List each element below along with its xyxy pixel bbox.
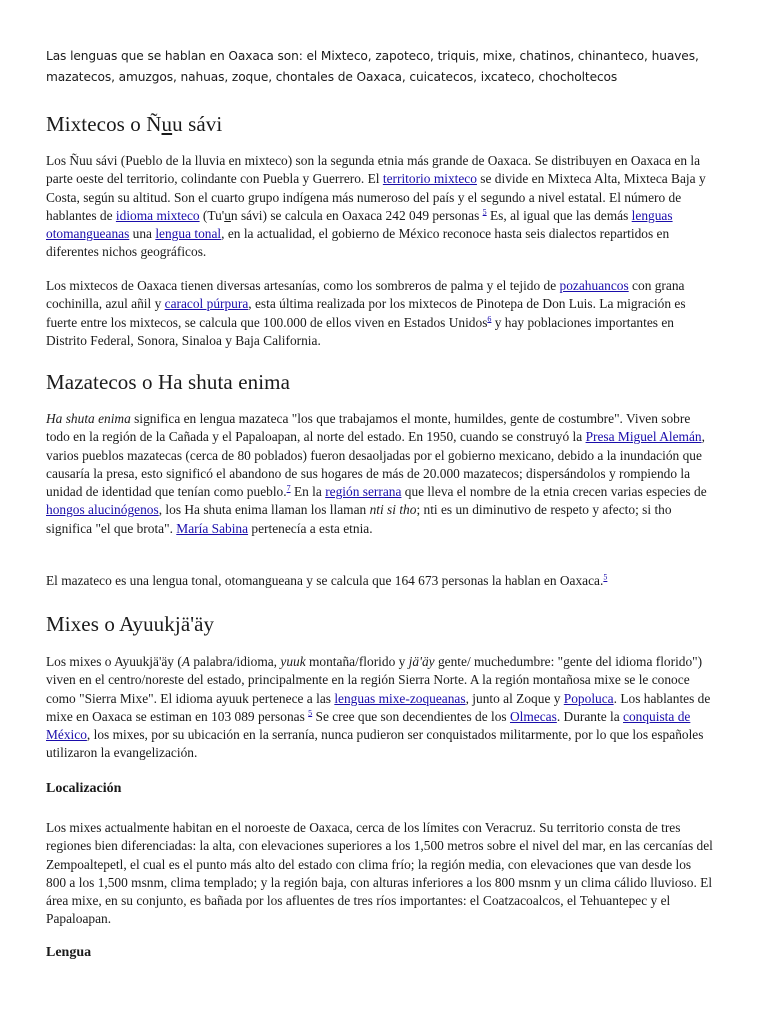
subheading-localizacion: Localización bbox=[46, 781, 122, 796]
link-hongos-alucinogenos[interactable]: hongos alucinógenos bbox=[46, 502, 159, 518]
heading-mazatecos: Mazatecos o Ha shuta enima bbox=[46, 370, 291, 394]
intro-line-1: Las lenguas que se hablan en Oaxaca son: el Mixteco, zapoteco, triquis, mixe, chatinos, chinanteco, huaves, bbox=[46, 49, 699, 63]
link-conquista-de-mexico[interactable]: conquista de México bbox=[46, 708, 691, 743]
reference-6[interactable]: 6 bbox=[487, 314, 492, 324]
mixtecos-paragraph-2: Los mixtecos de Oaxaca tienen diversas artesanías, como los sombreros de palma y el tejido de pozahuancos con grana cochinilla, azul añil y caracol púrpura, esta última realizada por los mixtecos de Pinotepa de Don Luis. La migración es fuerte entre los mixtecos, se calcula que 100.000 de ellos viven en Estados Unidos$^6$ y hay poblaciones importantes en Distrito Federal, Sonora, Sinaloa y Baja California. bbox=[46, 278, 686, 348]
reference-5c[interactable]: 5 bbox=[308, 708, 313, 718]
intro-paragraph bbox=[46, 46, 722, 88]
mazatecos-paragraph-1: Ha shuta enima significa en lengua mazateca "los que trabajamos el monte, humildes, gente de costumbre". Viven sobre todo en la región de la Cañada y el Papaloapan, al norte del estado. En 1950, cuando se construyó la Presa Miguel Alemán, varios pueblos mazatecas (cerca de 80 poblados) fueron desaoljadas por el gobierno mexicano, debido a la inundación que causaría la presa, esto significó el abandono de sus hogares de más de 20.000 mazatecos; dispersándolos y rompiendo la unidad de identidad que tenían como pueblo.$^7$ En la región serrana que lleva el nombre de la etnia crecen varias especies de hongos alucinógenos, los Ha shuta enima llaman los llaman nti si tho; nti es un diminutivo de respeto y afecto; si tho significa "el que brota". María Sabina pertenecía a esta etnia. bbox=[46, 411, 707, 536]
link-caracol-purpura[interactable]: caracol púrpura bbox=[164, 296, 249, 312]
link-popoluca[interactable]: Popoluca bbox=[563, 690, 614, 706]
link-presa-miguel-aleman[interactable]: Presa Miguel Alemán bbox=[585, 429, 702, 445]
link-maria-sabina[interactable]: María Sabina bbox=[176, 520, 249, 536]
intro-line-2: mazatecos, amuzgos, nahuas, zoque, chontales de Oaxaca, cuicatecos, ixcateco, chocholtecos bbox=[46, 70, 618, 84]
mixes-localizacion-paragraph: Los mixes actualmente habitan en el noroeste de Oaxaca, cerca de los límites con Veracruz. Su territorio consta de tres regiones bien diferenciadas: la alta, con elevaciones superiores a los 1,500 metros sobre el nivel del mar, en las cercanías del Zempoaltepetl, el cual es el punto más alto del estado con clima frío; la región media, con elevaciones que van desde los 800 a los 1,500 msnm, clima templado; y la región baja, con alturas inferiores a los 800 msnm y un clima cálido lluvioso. El área mixe, en su conjunto, es bañada por los afluentes de tres ríos importantes: el Coatzacoalcos, el Tehuantepec y el Papaloapan. bbox=[46, 820, 713, 927]
link-lenguas-otomangueanas[interactable]: lenguas otomangueanas bbox=[46, 207, 673, 242]
reference-5[interactable]: 5 bbox=[482, 207, 487, 217]
mazatecos-paragraph-2: El mazateco es una lengua tonal, otomangueana y se calcula que 164 673 personas la hablan en Oaxaca.$^5$ bbox=[46, 572, 608, 588]
subheading-lengua: Lengua bbox=[46, 945, 92, 960]
link-pozahuancos[interactable]: pozahuancos bbox=[559, 278, 629, 293]
link-idioma-mixteco[interactable]: idioma mixteco bbox=[115, 207, 200, 223]
link-lengua-tonal[interactable]: lengua tonal bbox=[155, 226, 222, 242]
mixes-paragraph-1: Los mixes o Ayuukjä'äy (A palabra/idioma, yuuk montaña/florido y jä'äy gente/ muchedumbre: "gente del idioma florido") viven en el centro/noreste del estado, principalmente en la región Sierra Norte. A la región montañosa mixe se le conoce como "Sierra Mixe". El idioma ayuuk pertenece a las lenguas mixe-zoqueanas, junto al Zoque y Popoluca. Los hablantes de mixe en Oaxaca se estiman en 103 089 personas $^5$ Se cree que son decendientes de los Olmecas. Durante la conquista de México, los mixes, por su ubicación en la serranía, nunca pudieron ser conquistados militarmente, por lo que los españoles utilizaron la evangelización. bbox=[46, 654, 711, 761]
reference-7[interactable]: 7 bbox=[286, 483, 291, 493]
mixtecos-paragraph-1: Los Ñuu sávi (Pueblo de la lluvia en mixteco) son la segunda etnia más grande de Oaxaca. Se distribuyen en Oaxaca en la parte oeste del territorio, colindante con Puebla y Guerrero. El territorio mixteco se divide en Mixteca Alta, Mixteca Baja y Costa, según su altitud. Son el cuarto grupo indígena más numeroso del país y el segundo a nivel estatal. El número de hablantes de idioma mixteco (Tu'un sávi) se calcula en Oaxaca 242 049 personas $^5$ Es, al igual que las demás lenguas otomangueanas una lengua tonal, en la actualidad, el gobierno de México reconoce hasta seis dialectos repartidos en diferentes nichos geográficos. bbox=[46, 153, 706, 260]
heading-mixtecos: Mixtecos o Ñuu sávi bbox=[46, 112, 223, 136]
link-lenguas-mixe-zoqueanas[interactable]: lenguas mixe-zoqueanas bbox=[334, 690, 466, 706]
reference-5b[interactable]: 5 bbox=[603, 572, 608, 582]
link-territorio-mixteco[interactable]: territorio mixteco bbox=[382, 171, 477, 187]
heading-mixes: Mixes o Ayuukjä'äy bbox=[46, 612, 215, 636]
link-olmecas[interactable]: Olmecas bbox=[509, 708, 557, 724]
link-region-serrana[interactable]: región serrana bbox=[325, 484, 402, 500]
